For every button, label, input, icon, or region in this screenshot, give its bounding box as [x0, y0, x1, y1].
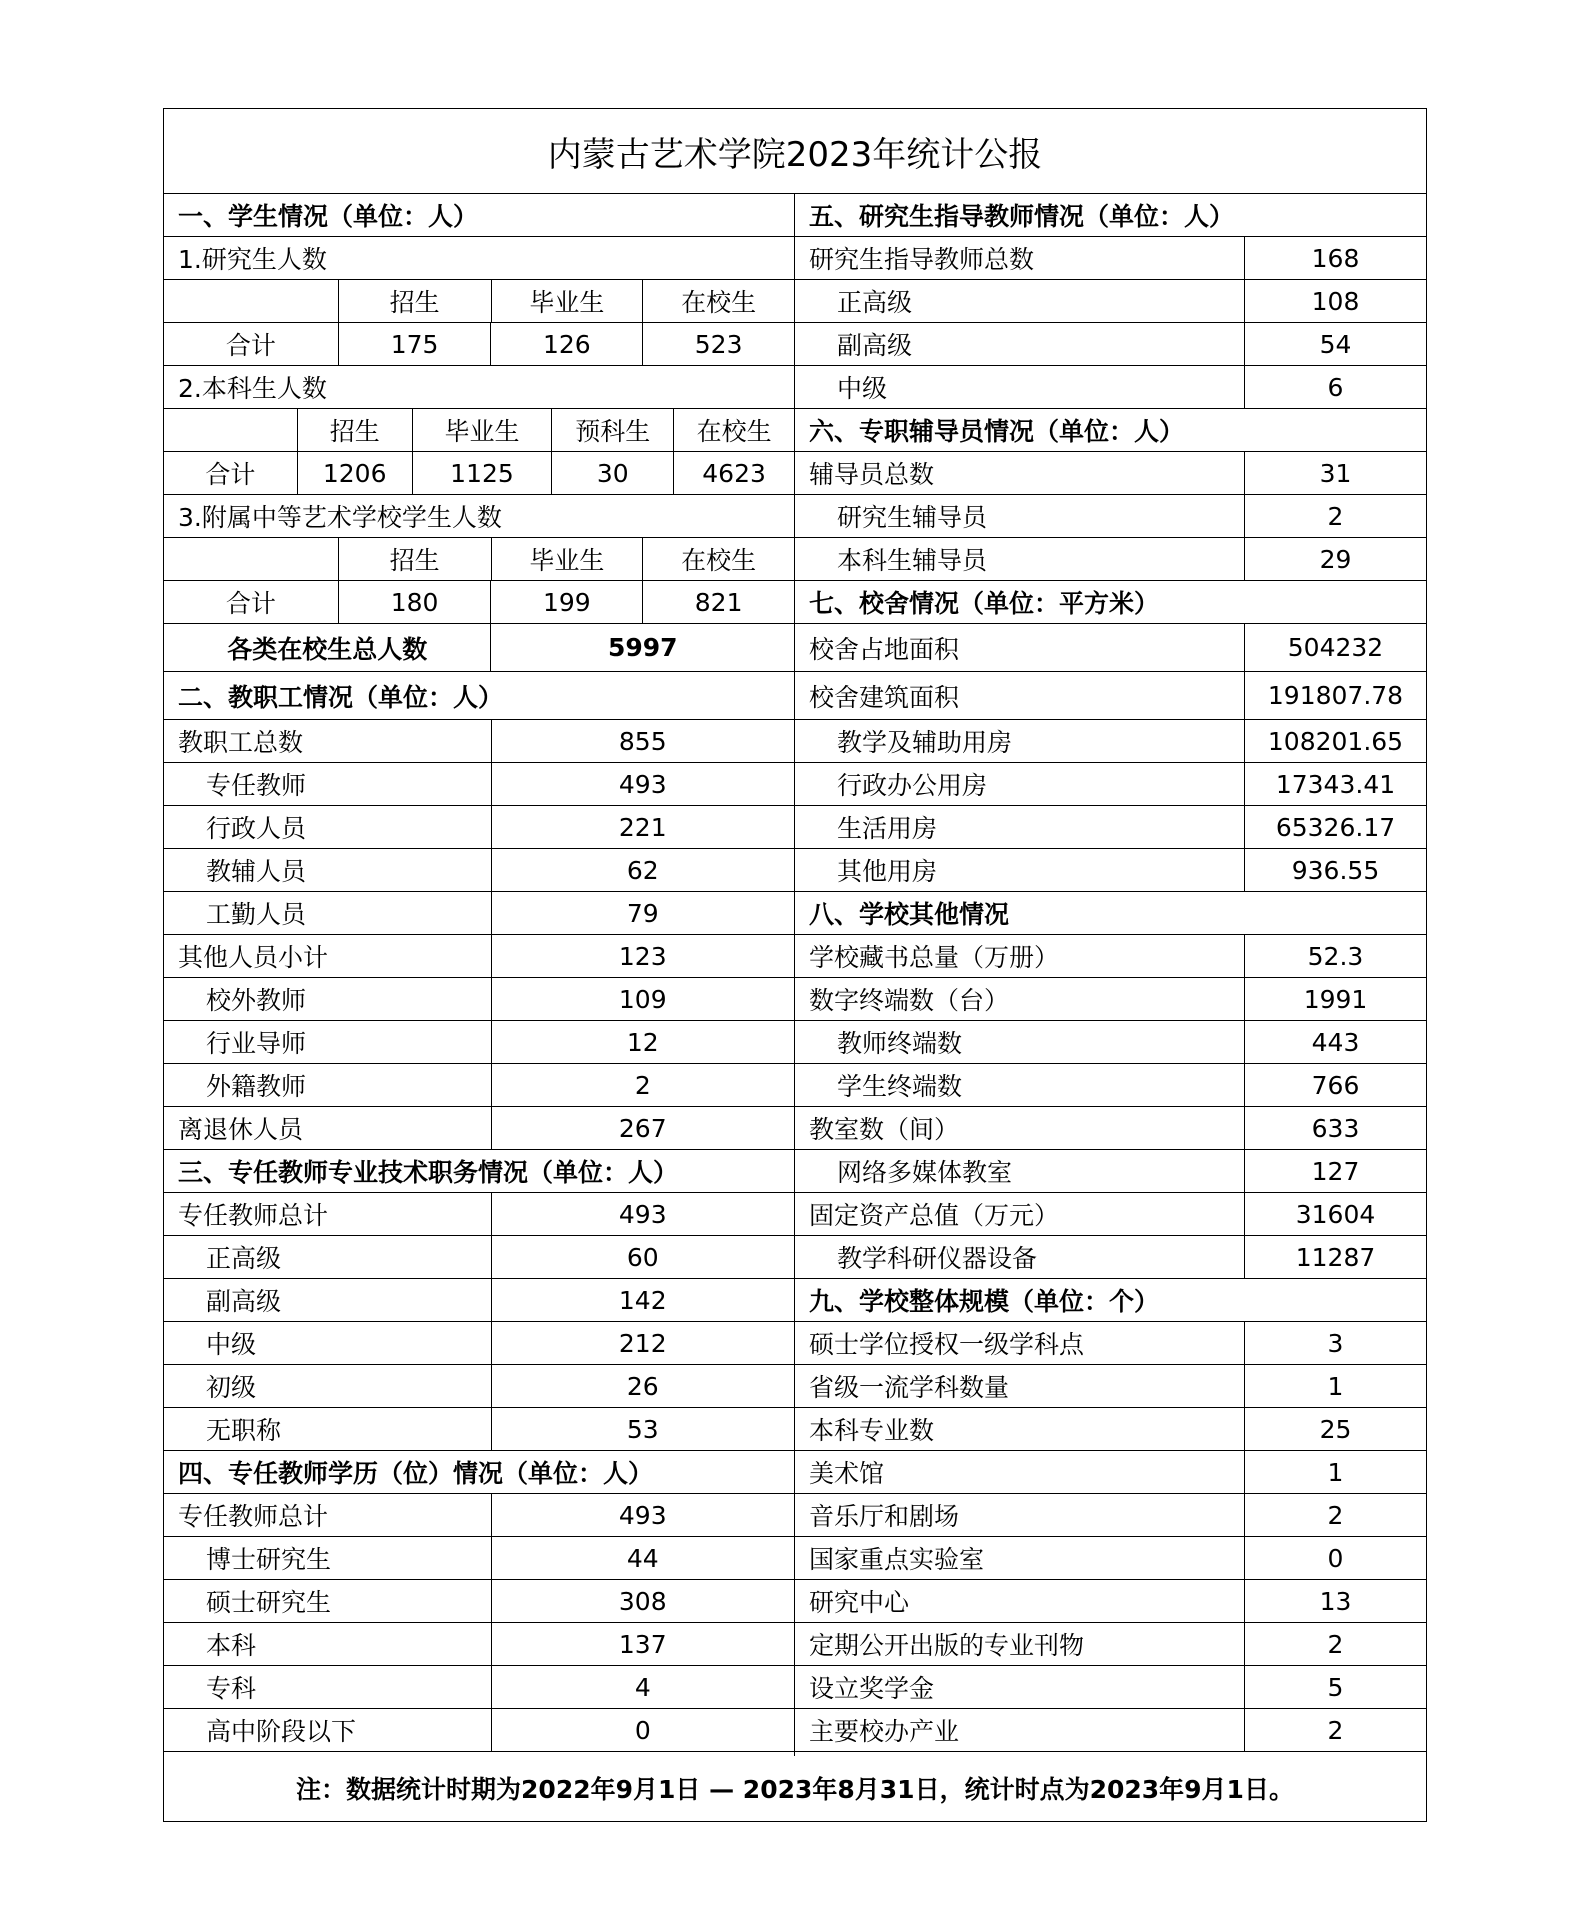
row-value: 2 [1244, 1623, 1426, 1665]
row-label: 校舍占地面积 [809, 634, 960, 664]
table-row [795, 323, 1426, 366]
table-row [795, 672, 1426, 720]
table-row [795, 452, 1426, 495]
row-value: 31 [1244, 452, 1426, 494]
row-value: 13 [1244, 1580, 1426, 1622]
table-row [164, 763, 794, 806]
total-students-value: 5997 [490, 624, 794, 671]
row-label: 教师终端数 [837, 1029, 963, 1058]
section-heading-scale: 九、学校整体规模（单位：个） [809, 1287, 1160, 1316]
section-heading-titles: 三、专任教师专业技术职务情况（单位：人） [178, 1158, 679, 1187]
table-row [795, 978, 1426, 1021]
row-value: 108201.65 [1244, 720, 1426, 762]
total-students-label: 各类在校生总人数 [227, 634, 428, 664]
table-row [795, 1709, 1426, 1752]
row-label: 合计 [205, 460, 256, 489]
table-row [795, 1107, 1426, 1150]
table-row [795, 1322, 1426, 1365]
sec-header-row [164, 538, 794, 581]
row-value: 267 [491, 1107, 795, 1149]
row-label: 专任教师总计 [178, 1502, 329, 1531]
table-row [795, 1193, 1426, 1236]
row-value: 17343.41 [1244, 763, 1426, 805]
table-row [795, 1021, 1426, 1064]
row-value: 54 [1244, 323, 1426, 365]
row-label: 工勤人员 [206, 900, 307, 929]
row-label: 固定资产总值（万元） [809, 1201, 1060, 1230]
footnote: 注：数据统计时期为2022年9月1日 — 2023年8月31日，统计时点为2023年9月1日。 [296, 1774, 1294, 1804]
row-label: 专任教师总计 [178, 1201, 329, 1230]
table-row [164, 1236, 794, 1279]
table-row [164, 1322, 794, 1365]
table-row [164, 1408, 794, 1451]
row-label: 教辅人员 [206, 857, 307, 886]
row-label: 主要校办产业 [809, 1717, 960, 1746]
ug-header: 毕业生 [412, 409, 552, 451]
table-row [164, 1709, 794, 1752]
table-row [795, 280, 1426, 323]
row-value: 26 [491, 1365, 794, 1407]
table-row [795, 806, 1426, 849]
secondary-label: 3.附属中等艺术学校学生人数 [178, 503, 502, 532]
row-label: 硕士研究生 [206, 1588, 332, 1617]
section-heading-supervisors: 五、研究生指导教师情况（单位：人） [809, 202, 1235, 231]
row-label: 副高级 [206, 1287, 282, 1316]
row-label: 设立奖学金 [809, 1674, 935, 1703]
row-value: 137 [491, 1623, 794, 1665]
row-label: 生活用房 [837, 814, 938, 843]
row-label: 合计 [225, 331, 276, 360]
table-row [164, 1193, 794, 1236]
table-row [795, 1451, 1426, 1494]
table-row [164, 806, 794, 849]
ug-value: 1125 [412, 452, 552, 494]
row-label: 校外教师 [206, 986, 307, 1015]
table-row [164, 935, 794, 978]
row-value: 766 [1244, 1064, 1426, 1106]
report-title: 内蒙古艺术学院2023年统计公报 [164, 109, 1426, 194]
row-label: 校舍建筑面积 [809, 682, 960, 712]
row-label: 其他人员小计 [178, 943, 329, 972]
row-value: 62 [491, 849, 794, 891]
row-label: 本科专业数 [809, 1416, 935, 1445]
row-label: 教室数（间） [809, 1115, 960, 1144]
row-label: 其他用房 [837, 857, 938, 886]
sec-header: 在校生 [642, 538, 794, 580]
table-row [795, 1365, 1426, 1408]
table-row [795, 538, 1426, 581]
row-value: 44 [491, 1537, 794, 1579]
ug-header: 招生 [297, 409, 412, 451]
sec-header: 毕业生 [491, 538, 643, 580]
row-label: 硕士学位授权一级学科点 [809, 1330, 1085, 1359]
section-heading-buildings: 七、校舍情况（单位：平方米） [809, 589, 1160, 618]
row-value: 855 [491, 720, 795, 762]
table-row [164, 1279, 794, 1322]
table-row [795, 1580, 1426, 1623]
grad-total-row [164, 323, 794, 366]
row-value: 191807.78 [1244, 672, 1426, 719]
row-label: 正高级 [837, 288, 913, 317]
ug-value: 1206 [297, 452, 412, 494]
row-label: 专任教师 [206, 771, 307, 800]
row-label: 外籍教师 [206, 1072, 307, 1101]
row-label: 本科生辅导员 [837, 546, 988, 575]
row-value: 168 [1244, 237, 1426, 279]
row-value: 633 [1244, 1107, 1426, 1149]
table-row [164, 1580, 794, 1623]
table-row [164, 1365, 794, 1408]
row-value: 1 [1244, 1365, 1426, 1407]
sec-value: 821 [642, 581, 794, 623]
row-value: 79 [491, 892, 794, 934]
table-row [795, 1666, 1426, 1709]
grad-header: 招生 [338, 280, 491, 322]
row-label: 专科 [206, 1674, 257, 1703]
row-value: 1 [1244, 1451, 1426, 1493]
table-row [164, 849, 794, 892]
row-value: 4 [491, 1666, 794, 1708]
table-row [795, 1150, 1426, 1193]
row-value: 52.3 [1244, 935, 1426, 977]
row-value: 1991 [1244, 978, 1426, 1020]
row-label: 博士研究生 [206, 1545, 332, 1574]
ug-header-row [164, 409, 794, 452]
row-value: 31604 [1244, 1193, 1426, 1235]
grad-value: 175 [338, 323, 491, 365]
table-row [795, 1064, 1426, 1107]
row-label: 离退休人员 [178, 1115, 304, 1144]
row-value: 60 [491, 1236, 794, 1278]
section-heading-staff: 二、教职工情况（单位：人） [178, 682, 504, 712]
row-value: 65326.17 [1244, 806, 1426, 848]
row-label: 副高级 [837, 331, 913, 360]
row-value: 936.55 [1244, 849, 1426, 891]
row-value: 142 [491, 1279, 794, 1321]
ug-total-row [164, 452, 794, 495]
table-row [164, 720, 794, 763]
row-label: 行政办公用房 [837, 771, 988, 800]
table-row [795, 495, 1426, 538]
report-table [163, 108, 1427, 1822]
table-row [795, 763, 1426, 806]
row-label: 省级一流学科数量 [809, 1373, 1010, 1402]
table-row [795, 1537, 1426, 1580]
row-label: 定期公开出版的专业刊物 [809, 1631, 1085, 1660]
ug-value: 4623 [673, 452, 794, 494]
row-label: 学生终端数 [837, 1072, 963, 1101]
row-label: 教学及辅助用房 [837, 728, 1013, 757]
row-value: 2 [1244, 1709, 1426, 1751]
grad-label: 1.研究生人数 [178, 245, 327, 274]
row-value: 3 [1244, 1322, 1426, 1364]
table-row [795, 1408, 1426, 1451]
row-label: 数字终端数（台） [809, 986, 1010, 1015]
table-row [795, 624, 1426, 672]
row-value: 53 [491, 1408, 794, 1450]
table-row [164, 1107, 794, 1150]
row-label: 高中阶段以下 [206, 1717, 357, 1746]
table-row [164, 1537, 794, 1580]
row-label: 音乐厅和剧场 [809, 1502, 960, 1531]
row-value: 127 [1244, 1150, 1426, 1192]
sec-total-row [164, 581, 794, 624]
sec-value: 180 [338, 581, 491, 623]
table-row [795, 720, 1426, 763]
row-label: 本科 [206, 1631, 257, 1660]
row-label: 教学科研仪器设备 [837, 1244, 1038, 1273]
row-value: 29 [1244, 538, 1426, 580]
table-row [164, 892, 794, 935]
right-column [795, 194, 1426, 1756]
grad-value: 523 [642, 323, 794, 365]
row-value: 6 [1244, 366, 1426, 408]
row-label: 辅导员总数 [809, 460, 935, 489]
grad-header-row [164, 280, 794, 323]
row-label: 研究生指导教师总数 [809, 245, 1035, 274]
table-row [795, 935, 1426, 978]
row-label: 正高级 [206, 1244, 282, 1273]
section-heading-other: 八、学校其他情况 [809, 900, 1010, 929]
table-row [164, 978, 794, 1021]
row-label: 网络多媒体教室 [837, 1158, 1013, 1187]
row-value: 493 [491, 763, 794, 805]
row-value: 2 [1244, 1494, 1426, 1536]
grad-header: 在校生 [642, 280, 794, 322]
grad-value: 126 [490, 323, 642, 365]
row-value: 0 [1244, 1537, 1426, 1579]
row-value: 493 [491, 1494, 795, 1536]
row-value: 443 [1244, 1021, 1426, 1063]
row-value: 12 [491, 1021, 794, 1063]
row-value: 108 [1244, 280, 1426, 322]
row-value: 221 [491, 806, 794, 848]
table-row [795, 1494, 1426, 1537]
row-label: 美术馆 [809, 1459, 885, 1488]
row-value: 0 [491, 1709, 794, 1751]
row-label: 中级 [837, 374, 888, 403]
total-students-row [164, 624, 794, 672]
row-label: 行业导师 [206, 1029, 307, 1058]
section-heading-counselors: 六、专职辅导员情况（单位：人） [809, 417, 1185, 446]
row-value: 504232 [1244, 624, 1426, 671]
row-value: 123 [491, 935, 795, 977]
row-value: 308 [491, 1580, 794, 1622]
row-label: 研究中心 [809, 1588, 910, 1617]
row-label: 合计 [225, 589, 276, 618]
row-value: 212 [491, 1322, 794, 1364]
row-label: 行政人员 [206, 814, 307, 843]
row-value: 2 [1244, 495, 1426, 537]
table-row [795, 237, 1426, 280]
ug-value: 30 [551, 452, 673, 494]
row-label: 中级 [206, 1330, 257, 1359]
ug-label: 2.本科生人数 [178, 374, 327, 403]
row-value: 109 [491, 978, 794, 1020]
section-heading-degrees: 四、专任教师学历（位）情况（单位：人） [178, 1459, 654, 1488]
sec-value: 199 [490, 581, 642, 623]
row-label: 学校藏书总量（万册） [809, 943, 1060, 972]
left-column [164, 194, 795, 1756]
row-value: 5 [1244, 1666, 1426, 1708]
sec-header: 招生 [338, 538, 491, 580]
grad-header: 毕业生 [491, 280, 643, 322]
row-label: 初级 [206, 1373, 257, 1402]
table-row [164, 1666, 794, 1709]
row-label: 无职称 [206, 1416, 282, 1445]
row-label: 教职工总数 [178, 728, 304, 757]
ug-header: 预科生 [551, 409, 673, 451]
table-row [164, 1494, 794, 1537]
table-row [795, 366, 1426, 409]
row-label: 国家重点实验室 [809, 1545, 985, 1574]
table-row [795, 849, 1426, 892]
table-row [164, 1623, 794, 1666]
section-heading-students: 一、学生情况（单位：人） [178, 202, 479, 231]
row-value: 493 [491, 1193, 795, 1235]
row-value: 25 [1244, 1408, 1426, 1450]
table-row [795, 1623, 1426, 1666]
table-row [164, 1064, 794, 1107]
row-value: 11287 [1244, 1236, 1426, 1278]
ug-header: 在校生 [673, 409, 794, 451]
table-row [795, 1236, 1426, 1279]
row-label: 研究生辅导员 [837, 503, 988, 532]
row-value: 2 [491, 1064, 794, 1106]
table-row [164, 1021, 794, 1064]
